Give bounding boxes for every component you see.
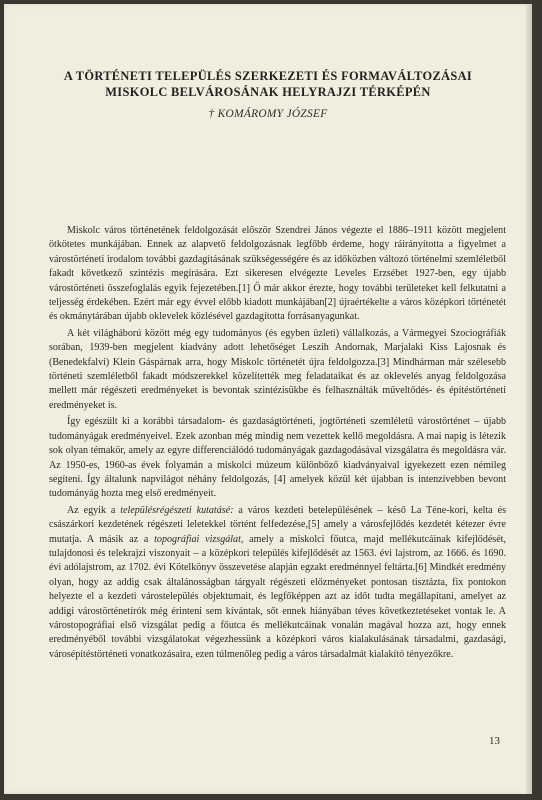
body-paragraph (49, 415, 506, 501)
document-page (4, 4, 532, 794)
article-title (32, 68, 504, 100)
paragraph-text: Így egészült ki a korábbi társadalom- és gazdaságtörténeti, jogtörténeti szemléletű várostörténet – újabb tudományágak eredményeivel. Ezek azonban még mindig nem vezettek kellő megoldásra. A mai napig is létezik sok olyan témakör, amely az egyre differenciálódó tudományágak gazdagodásával vizsgálatra és megoldásra vár. Az 1950-es, 1960-as évek folyamán a miskolci múzeum különböző kiadványaival igyekezett ezen némileg segíteni. Így általunk napvilágot néhány feldolgozás, [4] amelyek közül két újabban is intenzívebben bevont tudományág hozta meg első eredményeit. (49, 416, 506, 500)
title-line-2: MISKOLC BELVÁROSÁNAK HELYRAJZI TÉRKÉPÉN (105, 85, 431, 99)
paragraph-text: amely a miskolci főutca, majd mellékutcáinak kifejlődését, tulajdonosi és telekrajzi viszonyait – a középkori település kifejlődését az 1563. évi lajstrom, az 1666. és 1690. évi adólajstrom, az 1702. évi Kötelkönyv összevetése alapján egzakt eredménnyel feltárta.[6] Mindkét eredmény olyan, hogy az addig csak általánosságban tárgyalt régészeti előzményeket pontosan tisztázta, fix pontokon helyezte el a kezdeti várostelepülés objektumait, és legfőképpen azt az időt tudta megállapítani, amelyet az addigi várostörténetírók még érinteni sem kívántak, sőt ennek hiányában téves következtetéseket vontak le. A várostopográfiai első vizsgálat pedig a főutca és mellékutcáinak vonalán magával hozza azt, hogy ennek eredményéből további vizsgálatokat végezhessünk a középkori város kialakulásának társadalmi, gazdasági, városépítéstörténeti vonatkozásaira, ezen túlmenőleg pedig a város társadalmát kialakító tényezőkre. (49, 533, 506, 660)
page-edge-shadow (526, 4, 532, 794)
body-paragraph (49, 504, 506, 662)
paragraph-text: a város kezdeti betelepülésének – késő La Téne-kori, kelta és császárkori kezdetének régészeti leletekkel történt felfedezése,[5] amely a városfejlődés kezdetét kétezer évre mutatja. A másik az a (49, 504, 507, 545)
emphasized-term: topográfiai vizsgálat, (154, 533, 244, 545)
author-name: † KOMÁROMY JÓZSEF (208, 108, 328, 120)
body-paragraph (49, 327, 506, 413)
paragraph-text: Az egyik a (67, 504, 121, 516)
page-number: 13 (489, 735, 500, 747)
paragraph-text: Miskolc város történetének feldolgozását először Szendrei János végezte el 1886–1911 között megjelent ötkötetes munkájában. Ennek az alapvető feldolgozásnak legfőbb érdeme, hogy ráirányította a figyelmet a várostörténeti irodalom további gazdagításának szükségességére és az időközben változó történelmi szemléletből fakadt következő szintézis megírására. Ezt sikeresen elvégezte Leveles Erzsébet 1927-ben, egy újabb várostörténeti összefoglalás egyik fejezetében.[1] Ő már akkor érezte, hogy további területeket kell felkutatni a teljesség érdekében. Ezért már egy évvel előbb kiadott munkájában[2] újraértékelte a város középkori történetét és okmánytárában újabb oklevelek közlésével gazdagította forrásanyagunkat. (49, 225, 506, 323)
article-body (49, 224, 506, 662)
title-line-1: A TÖRTÉNETI TELEPÜLÉS SZERKEZETI ÉS FORMAVÁLTOZÁSAI (63, 69, 473, 83)
emphasized-term: településrégészeti kutatásé: (120, 504, 234, 516)
paragraph-text: A két világháború között még egy tudományos (és egyben üzleti) vállalkozás, a Vármegyei Szociográfiák sorában, 1939-ben megjelent kiadvány adott lehetőséget Leszih Andornak, Marjalaki Kiss Lajosnak és (Benedekfalvi) Klein Gáspárnak arra, hogy Miskolc történetét újra feldolgozza.[3] Mindhárman már szélesebb történeti szemléletből fakadt módszerekkel közelítették meg feladataikat és az oklevelés anyag feldolgozása mellett már régészeti eredményeket is bevontak szintézisükbe és felhasználták műveltődés- és építéstörténeti eredményeket is. (49, 327, 506, 411)
body-paragraph (49, 224, 506, 325)
